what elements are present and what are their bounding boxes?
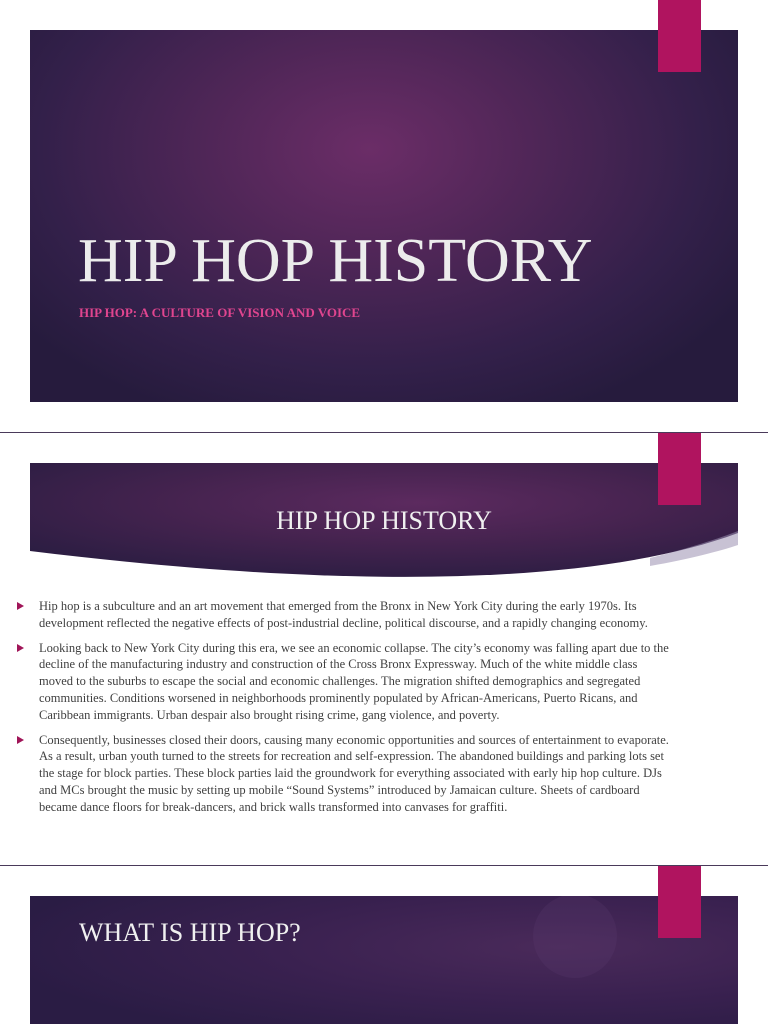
bullet-item <box>14 732 674 816</box>
accent-tab <box>658 433 701 505</box>
bullet-item <box>14 598 674 632</box>
triangle-bullet-icon <box>17 644 24 652</box>
triangle-bullet-icon <box>17 736 24 744</box>
header-band <box>30 896 738 1024</box>
slide-heading: HIP HOP HISTORY <box>276 506 492 535</box>
bullet-item <box>14 640 674 724</box>
bullet-list <box>14 598 674 824</box>
presentation-subtitle: HIP HOP: A CULTURE OF VISION AND VOICE <box>79 305 361 320</box>
accent-tab <box>658 0 701 72</box>
title-panel <box>30 30 738 402</box>
content-slide <box>0 433 768 865</box>
bullet-text: Hip hop is a subculture and an art movement that emerged from the Bronx in New York City during the early 1970s. Its development reflected the negative effects of post-industrial decline, political discourse, and a rapidly changing economy. <box>39 599 648 630</box>
presentation-title: HIP HOP HISTORY <box>78 227 593 295</box>
triangle-bullet-icon <box>17 602 24 610</box>
bullet-text: Consequently, businesses closed their doors, causing many economic opportunities and sources of entertainment to evaporate. As a result, urban youth turned to the streets for recreation and self-expression. The abandoned buildings and parking lots set the stage for block parties. These block parties laid the groundwork for everything associated with early hip hop culture. DJs and MCs brought the music by setting up mobile “Sound Systems” introduced by Jamaican culture. Sheets of cardboard became dance floors for break-dancers, and brick walls transformed into canvases for graffiti. <box>39 732 669 814</box>
content-slide-partial <box>0 866 768 1024</box>
bullet-text: Looking back to New York City during this era, we see an economic collapse. The city’s economy was falling apart due to the decline of the manufacturing industry and construction of the Cross Bronx Expressway. Much of the white middle class moved to the suburbs to escape the social and economic challenges. The migration shifted demographics and segregated communities. Conditions worsened in neighborhoods prominently populated by African-Americans, Puerto Ricans, and Caribbean immigrants. Urban despair also brought rising crime, gang violence, and poverty. <box>39 640 669 722</box>
title-slide <box>0 0 768 432</box>
slide-heading: WHAT IS HIP HOP? <box>79 918 301 947</box>
accent-tab <box>658 866 701 938</box>
